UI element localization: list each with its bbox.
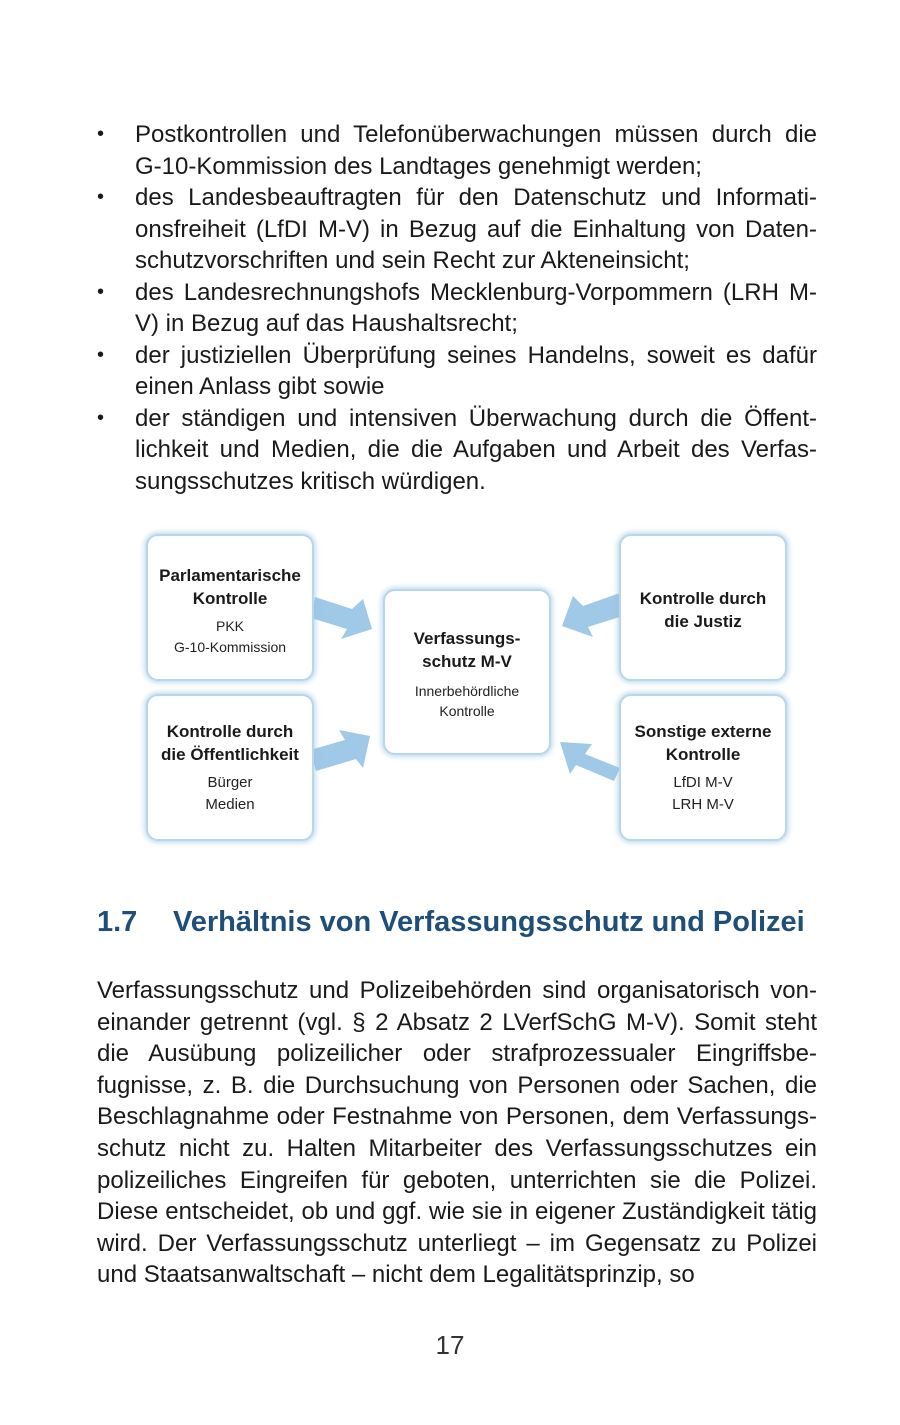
arrow-public-to-center [310, 730, 370, 771]
bullet-item: • der justiziellen Überprüfung seines Handelns, soweit es dafür einen Anlass gibt sowie [97, 340, 817, 403]
arrow-justice-to-center [562, 593, 626, 637]
bullet-list [97, 119, 817, 497]
parliamentary-control-box [146, 534, 314, 681]
control-diagram [140, 530, 800, 850]
bullet-item: • Postkontrollen und Telefonüberwachungen müssen durch die G-10-Kommission des Landtages genehmigt werden; [97, 119, 817, 182]
bullet-item: • des Landesrechnungshofs Mecklenburg-Vorpommern (LRH M-V) in Bezug auf das Haushaltsrecht; [97, 277, 817, 340]
section-heading [97, 906, 817, 939]
verfassungsschutz-box [383, 589, 551, 755]
page-number: 17 [435, 1330, 465, 1360]
section-number: 1.7 [97, 906, 138, 938]
arrow-parliament-to-center [311, 597, 372, 639]
box-title: Verfassungs- schutz M-V [413, 629, 521, 671]
external-control-box [619, 694, 787, 841]
box-subtitle: LfDI M-V LRH M-V [672, 774, 734, 813]
justice-control-box [619, 534, 787, 681]
public-control-box [146, 694, 314, 841]
arrow-external-to-center [560, 742, 620, 781]
body-paragraph: Verfassungsschutz und Polizeibehörden sind organisatorisch von-einander getrennt (vgl. § 2 Absatz 2 LVerfSchG M-V). Somit steht die Ausübung polizeilicher oder strafprozessualer Eingriffsbe-fugnisse, z. B. die Durchsuchung von Personen oder Sachen, die Beschlagnahme oder Festnahme von Personen, dem Verfassungs-schutz nicht zu. Halten Mitarbeiter des Verfassungsschutzes ein polizeiliches Eingreifen für geboten, unterrichten sie die Polizei. Diese entscheidet, ob und ggf. wie sie in eigener Zuständigkeit tätig wird. Der Verfassungsschutz unterliegt – im Gegensatz zu Polizei und Staatsanwaltschaft – nicht dem Legalitätsprinzip, so [97, 977, 817, 1289]
bullet-item: • der ständigen und intensiven Überwachung durch die Öffent-lichkeit und Medien, die die Aufgaben und Arbeit des Verfas-sungsschutzes kritisch würdigen. [97, 403, 817, 498]
box-title: Sonstige externe Kontrolle [634, 722, 772, 764]
box-subtitle: PKK G-10-Kommission [173, 618, 287, 655]
box-title: Parlamentarische Kontrolle [159, 566, 301, 608]
box-title: Kontrolle durch die Öffentlichkeit [161, 722, 299, 764]
box-subtitle: Innerbehördliche Kontrolle [414, 683, 520, 719]
box-title: Kontrolle durch die Justiz [639, 589, 767, 631]
bullet-item: • des Landesbeauftragten für den Datenschutz und Informati-onsfreiheit (LfDI M-V) in Bezug auf die Einhaltung von Daten-schutzvorschriften und sein Recht zur Akteneinsicht; [97, 182, 817, 277]
section-title: Verhältnis von Verfassungsschutz und Polizei [173, 906, 805, 938]
box-subtitle: Bürger Medien [205, 774, 255, 813]
